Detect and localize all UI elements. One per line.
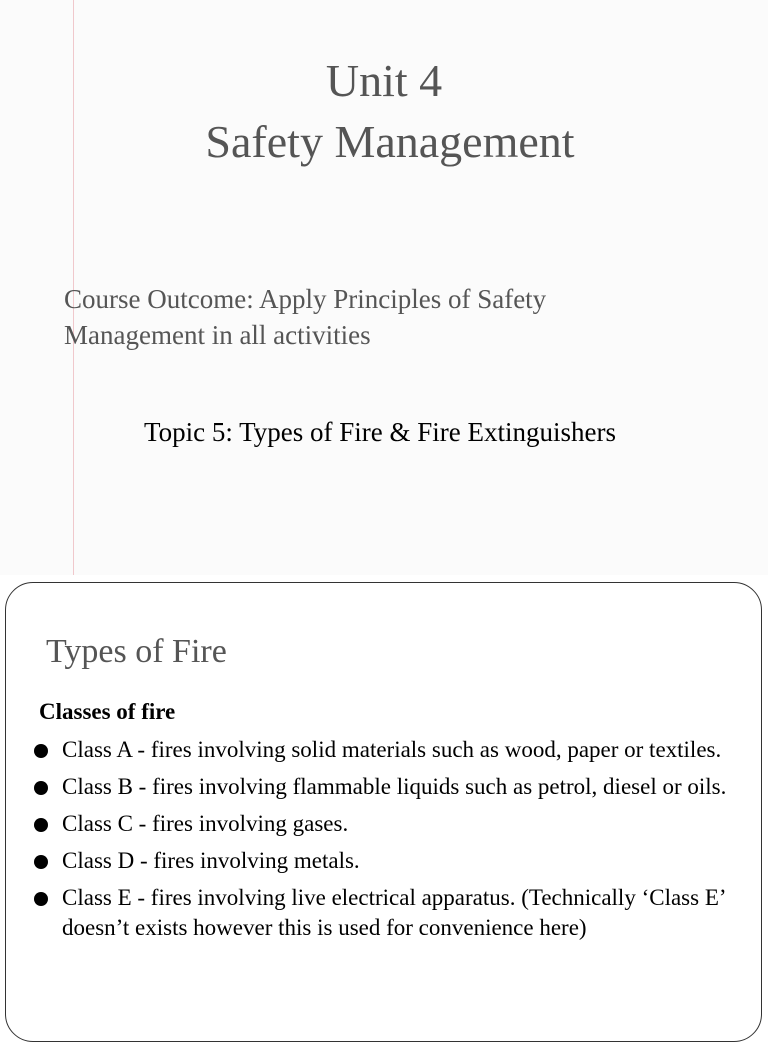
bullet-icon (34, 892, 48, 906)
list-item (32, 809, 732, 839)
list-item (32, 883, 732, 943)
slide-title: Types of Fire (46, 633, 227, 670)
fire-classes-list (32, 735, 732, 950)
classes-heading: Classes of fire (39, 699, 176, 724)
list-item-text: Class B - fires involving flammable liquids such as petrol, diesel or oils. (62, 774, 727, 799)
list-item-text: Class D - fires involving metals. (62, 848, 360, 873)
bullet-icon (34, 744, 48, 758)
list-item-text: Class C - fires involving gases. (62, 811, 349, 836)
bullet-icon (34, 781, 48, 795)
slide-types-of-fire (5, 582, 762, 1042)
list-item-text: Class A - fires involving solid materials such as wood, paper or textiles. (62, 737, 722, 762)
unit-subtitle: Safety Management (205, 116, 575, 167)
list-item (32, 772, 732, 802)
topic-heading: Topic 5: Types of Fire & Fire Extinguishers (144, 417, 616, 447)
list-item (32, 846, 732, 876)
course-outcome: Course Outcome: Apply Principles of Safety Management in all activities (64, 284, 547, 350)
bullet-icon (34, 855, 48, 869)
unit-title: Unit 4 (325, 55, 443, 106)
list-item (32, 735, 732, 765)
bullet-icon (34, 818, 48, 832)
list-item-text: Class E - fires involving live electrical apparatus. (Technically ‘Class E’ doesn’t exists however this is used for convenience here) (62, 885, 725, 940)
